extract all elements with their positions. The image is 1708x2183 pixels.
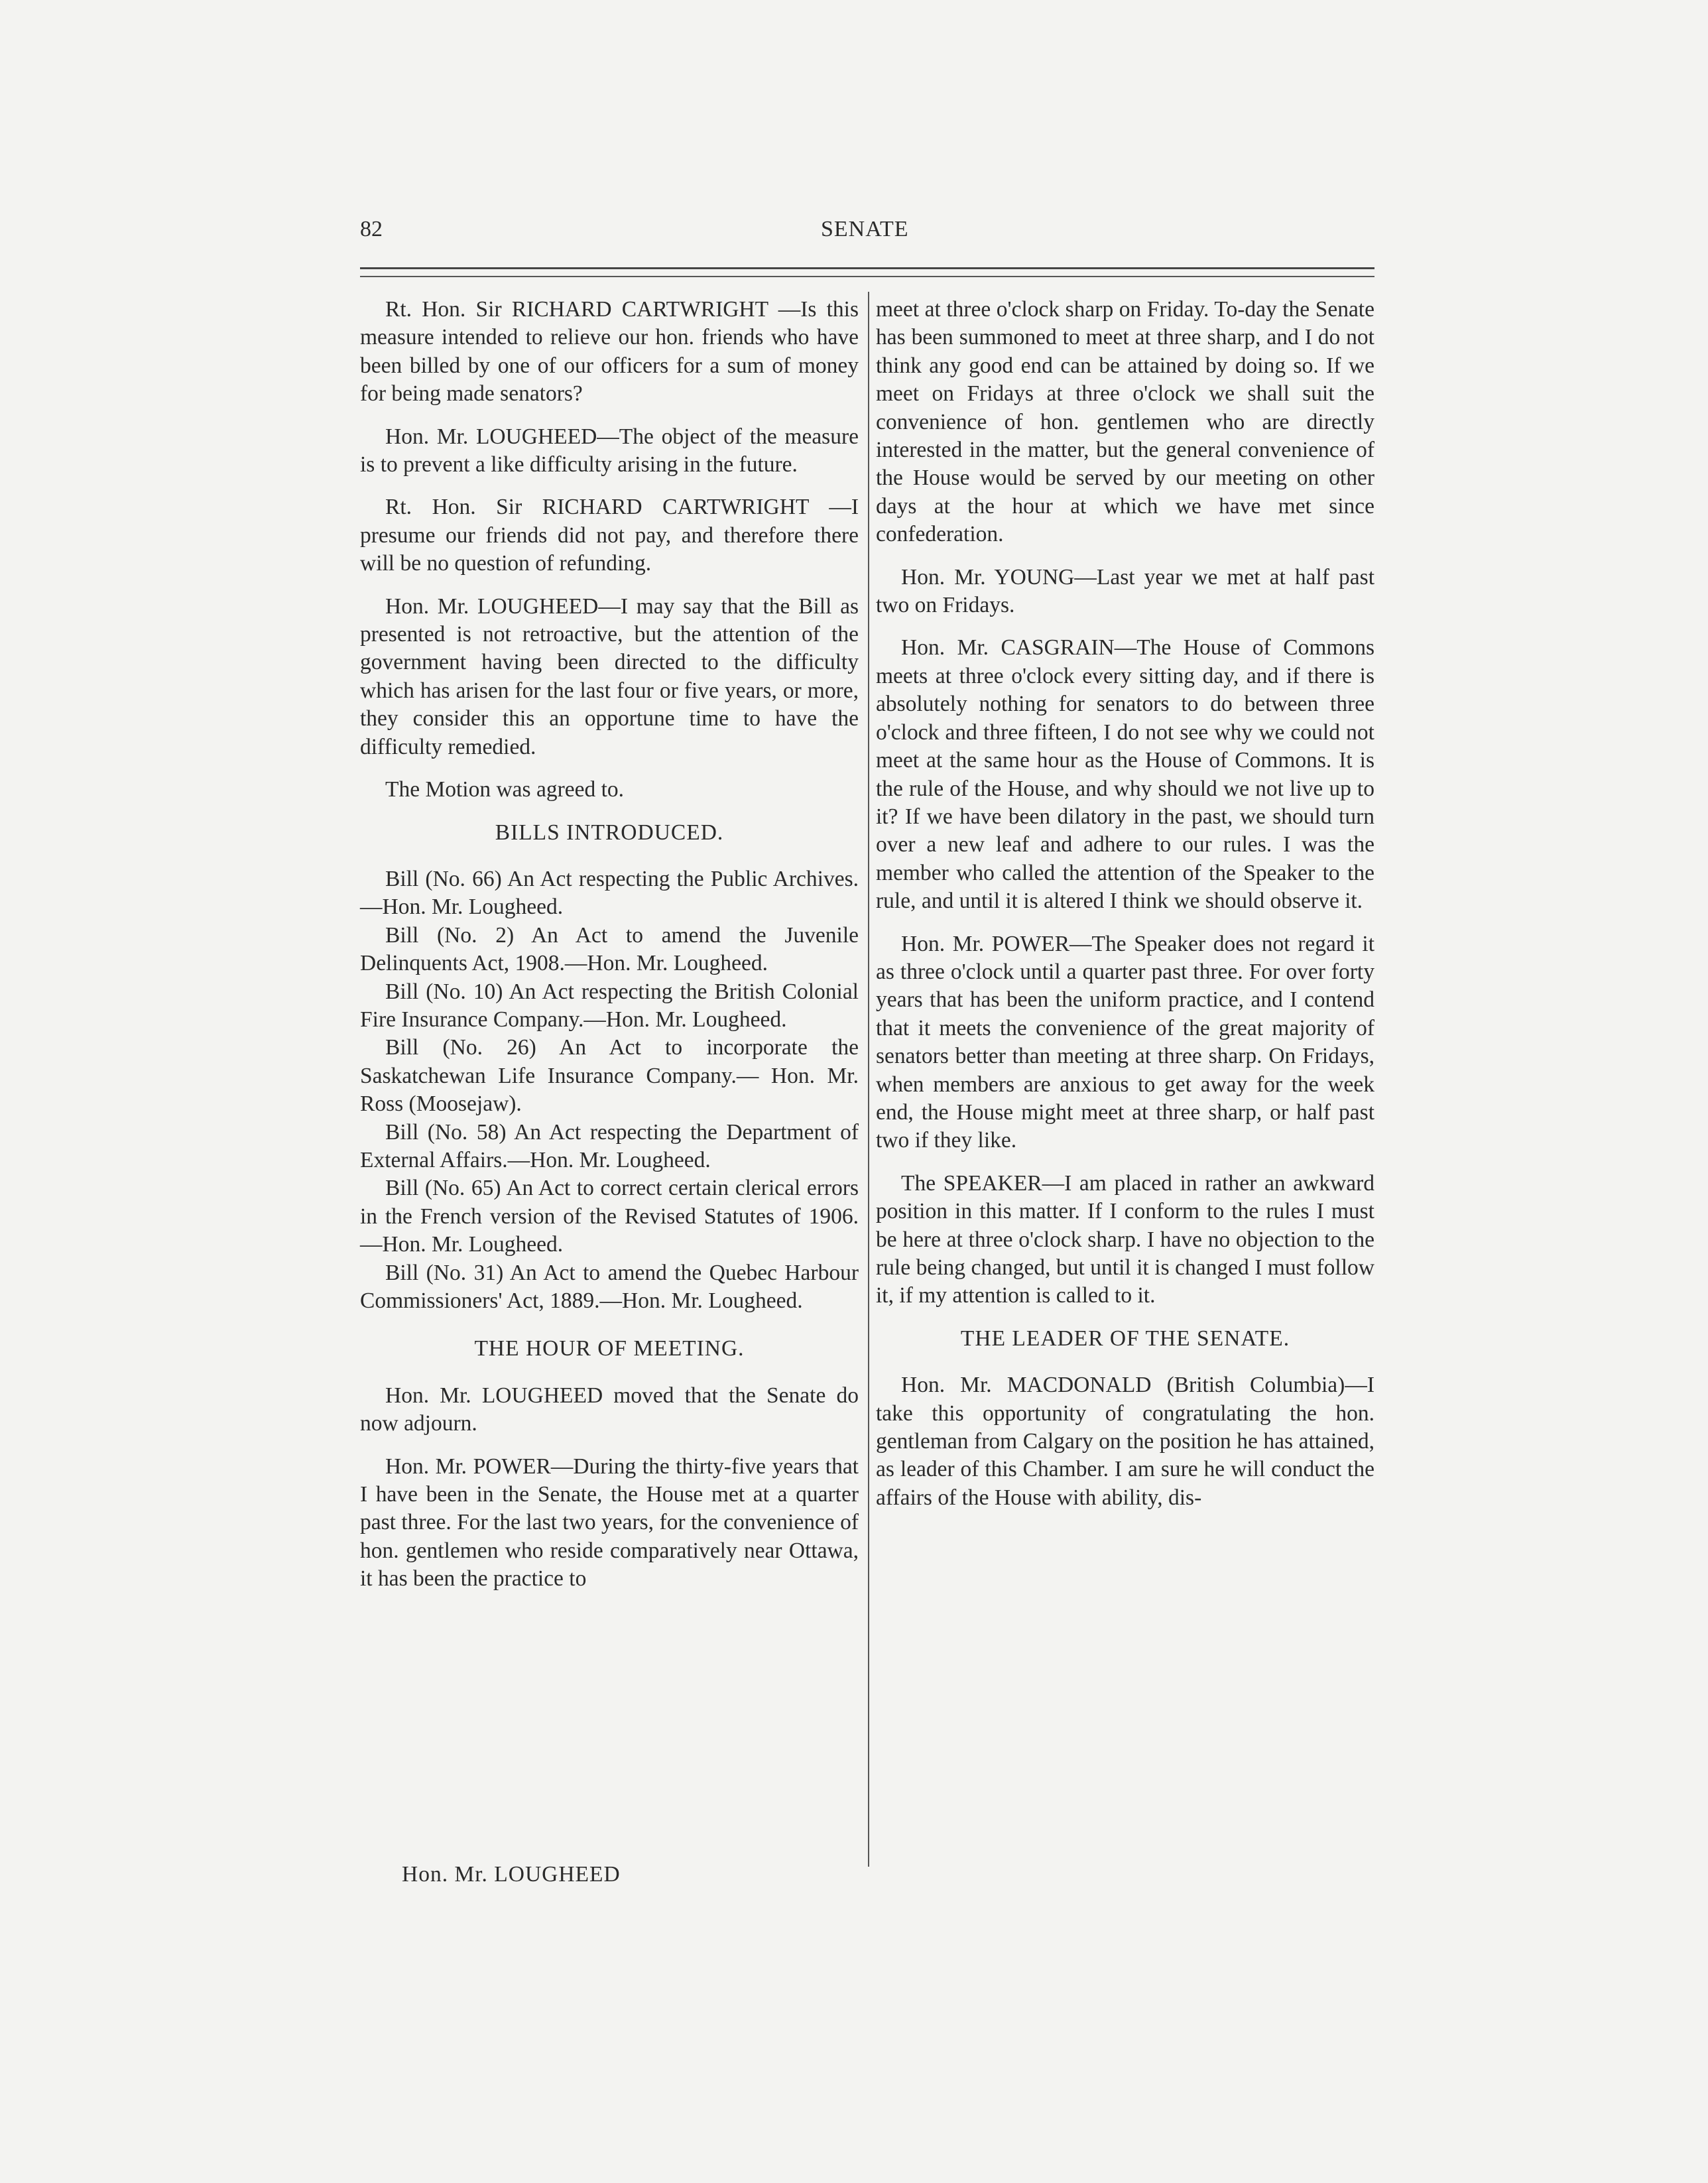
paragraph: Hon. Mr. POWER—The Speaker does not regard it as three o'clock until a quarter past three. For over forty years that has been the uniform practice, and I contend that it meets the convenience of the great majority of senators better than meeting at three sharp. On Fridays, when members are anxious to get away for the week end, the House might meet at three sharp, or half past two if they like. — [876, 931, 1374, 1153]
paragraph: The SPEAKER—I am placed in rather an awkward position in this matter. If I conform to the rules I must be here at three o'clock sharp. I have no objection to the rule being changed, but until it is changed I must follow it, if my attention is called to it. — [876, 1170, 1374, 1308]
bill-entry: Bill (No. 26) An Act to incorporate the Saskatchewan Life Insurance Company.— Hon. Mr. Ross (Moosejaw). — [360, 1035, 859, 1117]
section-heading: BILLS INTRODUCED. — [495, 820, 724, 845]
header-rule — [360, 267, 1374, 269]
bill-entry: Bill (No. 66) An Act respecting the Public Archives.—Hon. Mr. Lougheed. — [360, 866, 859, 920]
footer-speaker-name: Hon. Mr. LOUGHEED — [402, 1862, 621, 1887]
bill-entry: Bill (No. 65) An Act to correct certain clerical errors in the French version of the Revised Statutes of 1906.—Hon. Mr. Lougheed. — [360, 1176, 859, 1257]
paragraph: Hon. Mr. LOUGHEED—I may say that the Bill as presented is not retroactive, but the attention of the government having been directed to the difficulty which has arisen for the last four or five years, or more, they consider this an opportune time to have the difficulty remedied. — [360, 593, 859, 759]
paragraph: The Motion was agreed to. — [385, 777, 625, 802]
bill-entry: Bill (No. 58) An Act respecting the Department of External Affairs.—Hon. Mr. Lougheed. — [360, 1119, 859, 1172]
paragraph: Hon. Mr. MACDONALD (British Columbia)—I take this opportunity of congratulating the hon. gentleman from Calgary on the position he has attained, as leader of this Chamber. I am sure he will conduct the affairs of the House with ability, dis- — [876, 1373, 1374, 1510]
left-column — [360, 296, 859, 1593]
running-head: SENATE — [821, 217, 909, 241]
right-column — [876, 296, 1374, 1512]
section-heading: THE HOUR OF MEETING. — [474, 1336, 745, 1361]
bill-entry: Bill (No. 31) An Act to amend the Quebec Harbour Commissioners' Act, 1889.—Hon. Mr. Lougheed. — [360, 1260, 859, 1313]
paragraph: Rt. Hon. Sir RICHARD CARTWRIGHT —I presume our friends did not pay, and therefore there will be no question of refunding. — [360, 495, 859, 576]
bills-list — [360, 865, 859, 1316]
bill-entry: Bill (No. 2) An Act to amend the Juvenile Delinquents Act, 1908.—Hon. Mr. Lougheed. — [360, 922, 859, 976]
page-number: 82 — [360, 217, 383, 241]
column-divider — [868, 292, 869, 1867]
paragraph: Hon. Mr. POWER—During the thirty-five years that I have been in the Senate, the House met at a quarter past three. For the last two years, for the convenience of hon. gentlemen who reside comparatively near Ottawa, it has been the practice to — [360, 1454, 859, 1591]
paragraph: Hon. Mr. CASGRAIN—The House of Commons meets at three o'clock every sitting day, and if there is absolutely nothing for senators to do between three o'clock and three fifteen, I do not see why we could not meet at the same hour as the House of Commons. It is the rule of the House, and why should we not live up to it? If we have been dilatory in the past, we should turn over a new leaf and adhere to our rules. I was the member who called the attention of the Speaker to the rule, and until it is altered I think we should observe it. — [876, 635, 1374, 914]
paragraph: Rt. Hon. Sir RICHARD CARTWRIGHT —Is this measure intended to relieve our hon. friends who have been billed by one of our officers for a sum of money for being made senators? — [360, 297, 859, 406]
paragraph: Hon. Mr. YOUNG—Last year we met at half past two on Fridays. — [876, 564, 1374, 618]
paragraph: Hon. Mr. LOUGHEED—The object of the measure is to prevent a like difficulty arising in the future. — [360, 424, 859, 477]
bill-entry: Bill (No. 10) An Act respecting the British Colonial Fire Insurance Company.—Hon. Mr. Lougheed. — [360, 979, 859, 1032]
paragraph: meet at three o'clock sharp on Friday. To-day the Senate has been summoned to meet at three sharp, and I do not think any good end can be attained by doing so. If we meet on Fridays at three o'clock we shall suit the convenience of hon. gentlemen who are directly interested in the matter, but the general convenience of the House would be served by our meeting on other days at the hour at which we have met since confederation. — [876, 297, 1374, 547]
paragraph: Hon. Mr. LOUGHEED moved that the Senate do now adjourn. — [360, 1383, 859, 1436]
section-heading: THE LEADER OF THE SENATE. — [960, 1326, 1290, 1351]
header-rule-second — [360, 276, 1374, 277]
